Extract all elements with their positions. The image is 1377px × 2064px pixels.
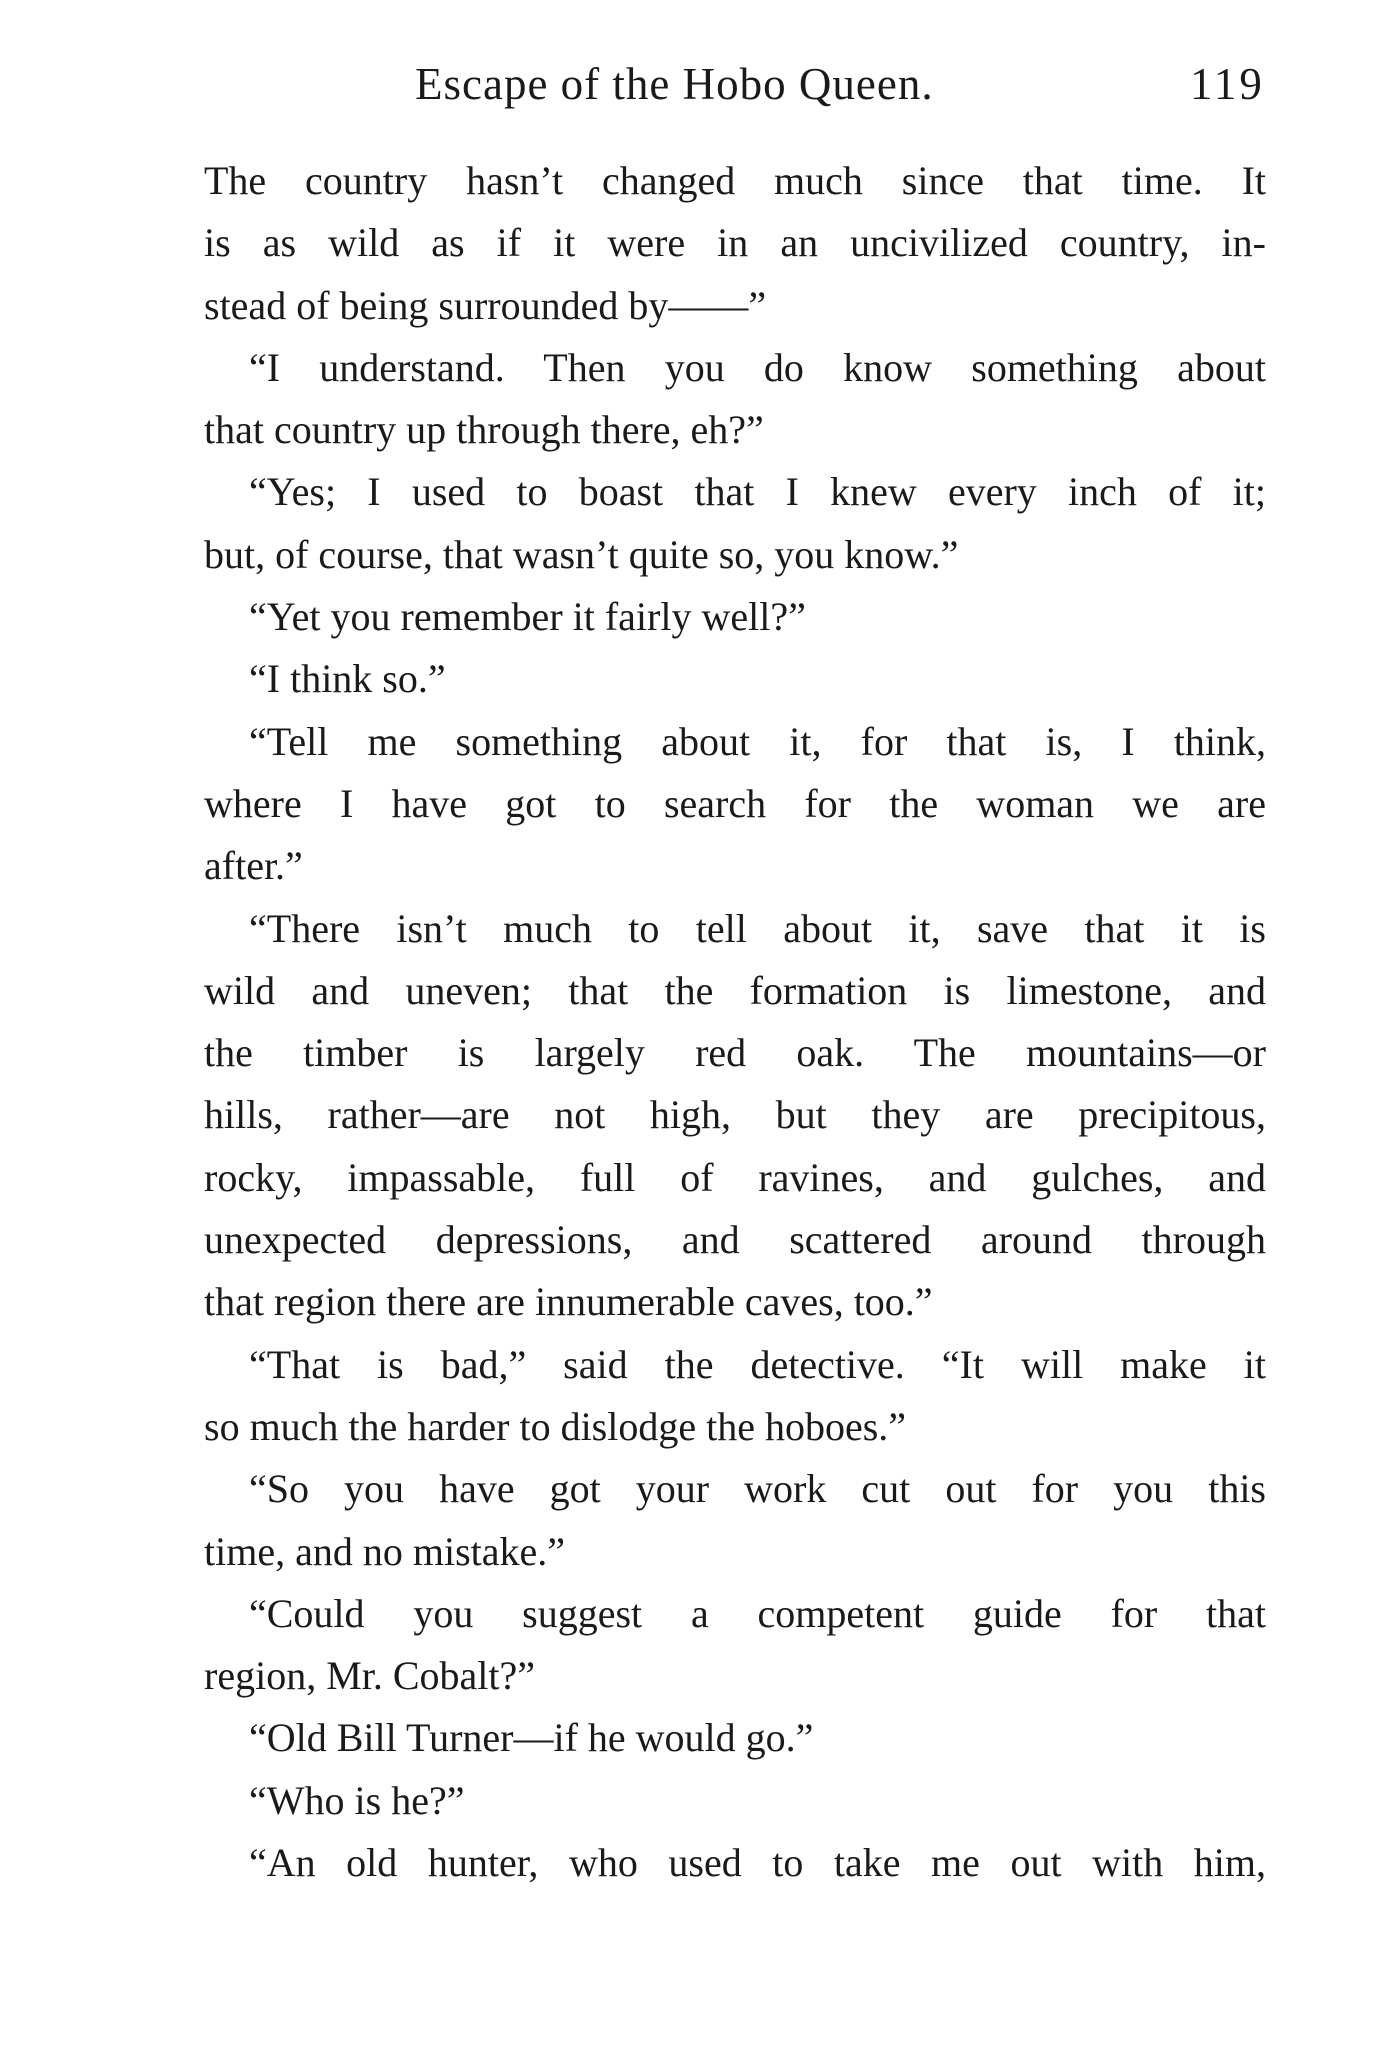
text-line: The country hasn’t changed much since that time. It: [204, 158, 1266, 203]
text-line: “There isn’t much to tell about it, save that it is: [249, 905, 1266, 951]
text-line: where I have got to search for the woman we are: [204, 780, 1266, 826]
text-line: “Old Bill Turner—if he would go.”: [249, 1715, 814, 1761]
text-line: “An old hunter, who used to take me out with him,: [249, 1840, 1266, 1886]
text-line: region, Mr. Cobalt?”: [204, 1653, 536, 1699]
text-line: “Yes; I used to boast that I knew every inch of it;: [249, 469, 1266, 515]
text-line: but, of course, that wasn’t quite so, you know.”: [204, 531, 959, 577]
text-line: that country up through there, eh?”: [204, 407, 764, 453]
page-header: [0, 58, 1377, 118]
text-line: “Could you suggest a competent guide for that: [249, 1590, 1266, 1636]
text-line: rocky, impassable, full of ravines, and gulches, and: [204, 1154, 1266, 1200]
text-line: hills, rather—are not high, but they are precipitous,: [204, 1092, 1266, 1138]
page-number: 119: [1190, 59, 1265, 109]
text-line: “Tell me something about it, for that is, I think,: [249, 718, 1266, 764]
text-line: “Who is he?”: [249, 1777, 465, 1823]
text-line: so much the harder to dislodge the hoboes.”: [204, 1403, 907, 1449]
text-line: “That is bad,” said the detective. “It will make it: [249, 1341, 1266, 1387]
text-line: “I understand. Then you do know something about: [249, 344, 1266, 390]
text-line: is as wild as if it were in an uncivilized country, in-: [204, 220, 1266, 266]
text-line: “Yet you remember it fairly well?”: [249, 594, 806, 640]
text-line: stead of being surrounded by——”: [204, 282, 767, 328]
text-line: “So you have got your work cut out for you this: [249, 1466, 1266, 1512]
text-line: unexpected depressions, and scattered around through: [204, 1217, 1266, 1263]
text-line: the timber is largely red oak. The mountains—or: [204, 1030, 1266, 1076]
text-line: that region there are innumerable caves, too.”: [204, 1279, 933, 1325]
text-line: wild and uneven; that the formation is limestone, and: [204, 967, 1266, 1013]
running-title: Escape of the Hobo Queen.: [415, 59, 934, 109]
text-line: time, and no mistake.”: [204, 1528, 566, 1574]
body-text: [204, 150, 1266, 1894]
text-line: after.”: [204, 843, 303, 889]
text-line: “I think so.”: [249, 656, 446, 702]
